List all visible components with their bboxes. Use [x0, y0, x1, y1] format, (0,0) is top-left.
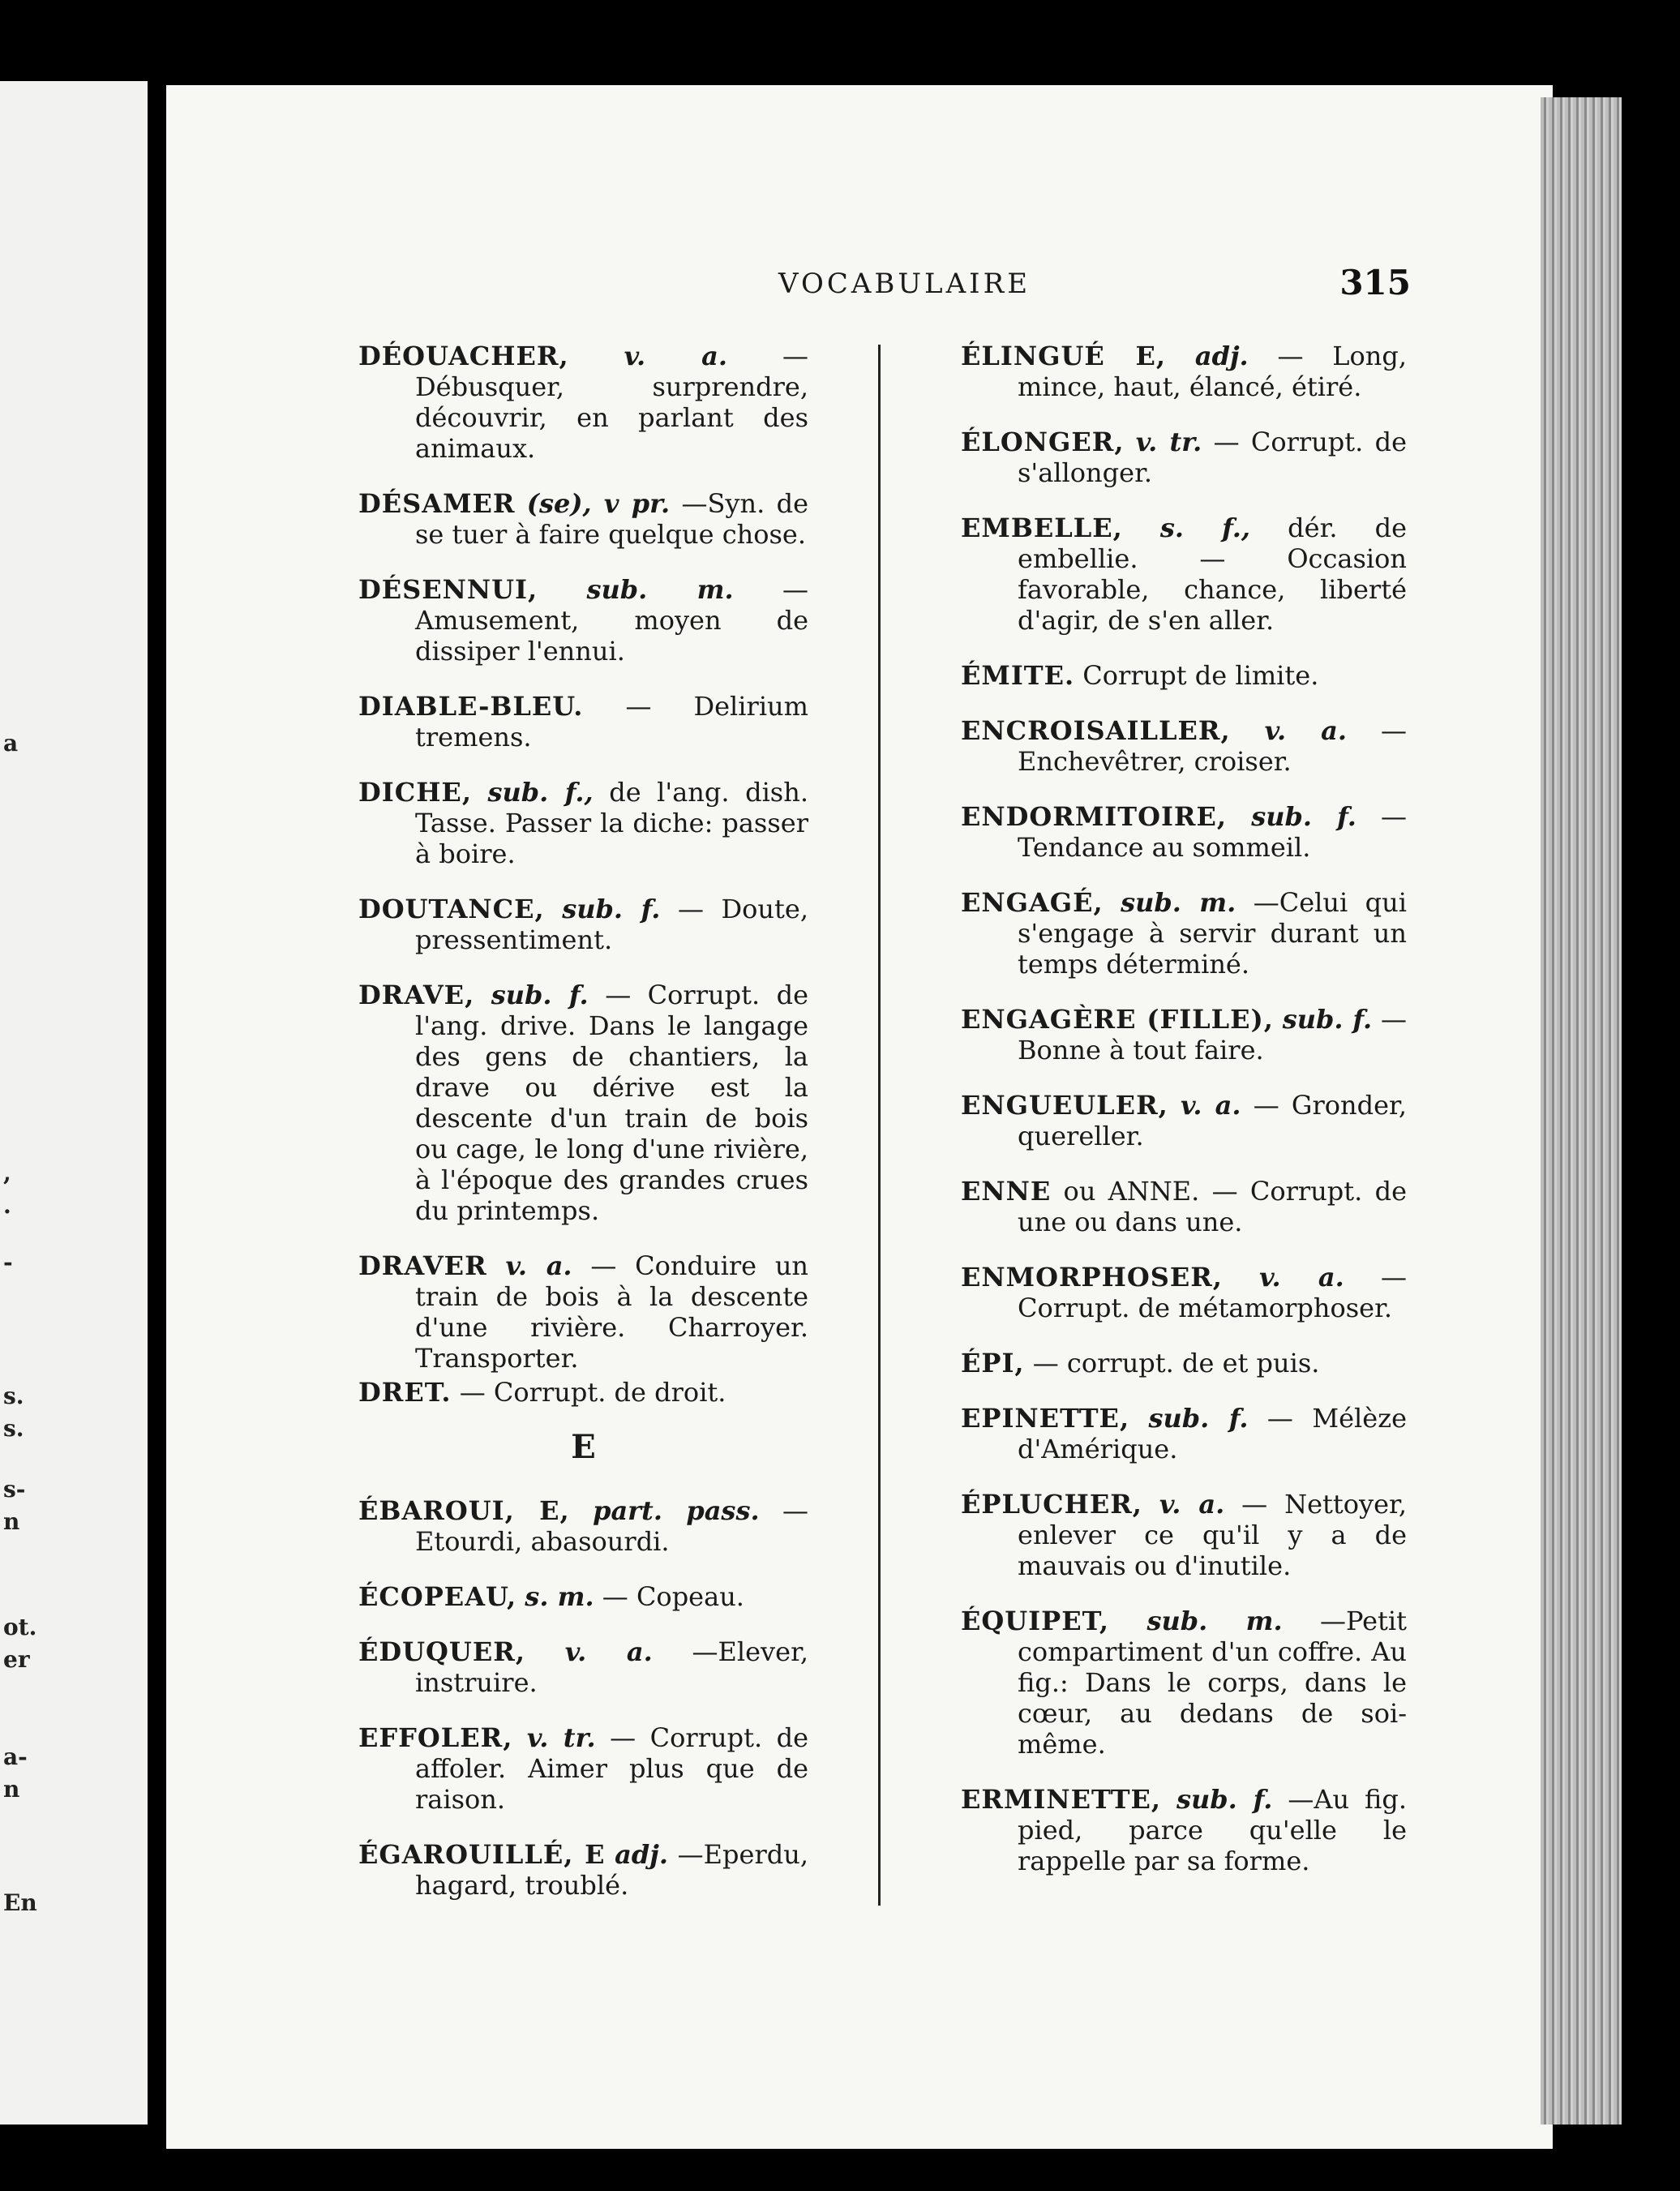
headword: DÉSAMER: [358, 488, 516, 519]
grammar-label: sub. f.: [1282, 1004, 1373, 1035]
dictionary-entry: [961, 1606, 1407, 1760]
dictionary-entry: [358, 341, 808, 464]
definition: —Au fig. pied, parce qu'elle le rappelle par sa forme.: [1018, 1784, 1408, 1876]
dictionary-entry: [961, 887, 1407, 980]
headword: DRET.: [358, 1377, 452, 1408]
grammar-label: sub. f.: [562, 894, 661, 924]
left-page-fragment: s-: [3, 1476, 26, 1503]
grammar-label: sub. m.: [1146, 1606, 1283, 1636]
headword: ENNE: [961, 1176, 1052, 1207]
left-page-fragment: En: [3, 1889, 37, 1916]
headword: DICHE,: [358, 777, 472, 808]
grammar-label: v. a.: [564, 1636, 653, 1667]
section-letter: E: [571, 1428, 596, 1466]
dictionary-entry: [961, 715, 1407, 777]
headword: ENMORPHOSER,: [961, 1262, 1223, 1293]
headword: DÉOUACHER,: [358, 341, 569, 371]
dictionary-entry: [358, 980, 808, 1226]
page-number: 315: [1339, 263, 1411, 302]
definition: Corrupt de limite.: [1082, 660, 1319, 691]
definition: — Gronder, quereller.: [1018, 1090, 1408, 1151]
running-header: [357, 263, 1411, 308]
left-page-margin: [0, 81, 148, 2125]
definition: — corrupt. de et puis.: [1032, 1348, 1320, 1378]
dictionary-entry: [961, 1004, 1407, 1065]
grammar-label: v. a.: [1180, 1090, 1241, 1121]
grammar-label: v. tr.: [526, 1722, 596, 1753]
definition: — Corrupt. de affoler. Aimer plus que de raison.: [415, 1722, 809, 1815]
dictionary-entry: [961, 1784, 1407, 1876]
headword: ÉLONGER,: [961, 427, 1125, 457]
headword: DRAVE,: [358, 980, 475, 1010]
definition: — Corrupt. de métamorphoser.: [1018, 1262, 1407, 1323]
definition: —Enchevêtrer, croiser.: [1018, 715, 1408, 777]
definition: — Bonne à tout faire.: [1018, 1004, 1407, 1065]
definition: — Tendance au sommeil.: [1018, 801, 1408, 863]
headword: ÉDUQUER,: [358, 1636, 525, 1667]
headword: ÉLINGUÉ E,: [961, 341, 1167, 371]
dictionary-entry: [961, 1176, 1407, 1237]
headword: ERMINETTE,: [961, 1784, 1162, 1815]
dictionary-entry: [358, 1250, 808, 1374]
definition: — Etourdi, abasourdi.: [415, 1495, 809, 1557]
left-column: [358, 341, 808, 1925]
definition: —Syn. de se tuer à faire quelque chose.: [415, 488, 809, 550]
definition: de l'ang. dish. Tasse. Passer la diche: passer à boire.: [415, 777, 808, 869]
grammar-label: part. pass.: [593, 1495, 760, 1526]
definition: —Eperdu, hagard, troublé.: [415, 1839, 809, 1901]
headword: ENDORMITOIRE,: [961, 801, 1228, 832]
definition: dér. de embellie. — Occasion favorable, chance, liberté d'agir, de s'en aller.: [1018, 512, 1408, 636]
grammar-label: adj.: [1194, 341, 1249, 371]
grammar-label: adj.: [615, 1839, 668, 1870]
dictionary-entry: [358, 1377, 808, 1408]
dictionary-entry: [961, 1090, 1407, 1151]
grammar-label: v. a.: [1264, 715, 1347, 746]
page-edge-stack: [1541, 97, 1622, 2125]
left-page-fragment: a: [3, 730, 19, 757]
grammar-label: sub. f.,: [487, 777, 594, 808]
grammar-label: v. a.: [1259, 1262, 1344, 1293]
headword: ENCROISAILLER,: [961, 715, 1231, 746]
definition: —Petit compartiment d'un coffre. Au fig.: Dans le corps, dans le cœur, au dedans de soi-même.: [1018, 1606, 1407, 1760]
definition: — Conduire un train de bois à la descente d'une rivière. Charroyer. Transporter.: [415, 1250, 809, 1374]
definition: — Mélèze d'Amérique.: [1018, 1403, 1408, 1464]
left-page-fragment: ,: [3, 1160, 11, 1186]
grammar-label: sub. f.: [491, 980, 589, 1010]
grammar-label: s. f.,: [1159, 512, 1251, 543]
dictionary-entry: [358, 894, 808, 955]
dictionary-entry: [358, 1722, 808, 1815]
dictionary-entry: [358, 777, 808, 869]
headword: DÉSENNUI,: [358, 574, 538, 605]
headword: DRAVER: [358, 1250, 487, 1281]
headword: ÉBAROUI, E,: [358, 1495, 570, 1526]
grammar-label: v. a.: [624, 341, 727, 371]
dictionary-entry: [961, 801, 1407, 863]
dictionary-entry: [358, 574, 808, 667]
left-page-fragment: a-: [3, 1743, 28, 1770]
grammar-label: sub. f.: [1251, 801, 1356, 832]
grammar-label: sub. m.: [1121, 887, 1236, 918]
left-page-fragment: n: [3, 1508, 20, 1535]
definition: — Doute, pressentiment.: [415, 894, 809, 955]
headword: ÉPLUCHER,: [961, 1489, 1142, 1520]
dictionary-entry: [961, 427, 1407, 488]
headword: EFFOLER,: [358, 1722, 513, 1753]
dictionary-entry: [358, 691, 808, 752]
running-title: VOCABULAIRE: [778, 268, 1031, 300]
headword: DIABLE-BLEU.: [358, 691, 584, 722]
headword: EMBELLE,: [961, 512, 1123, 543]
dictionary-entry: [358, 1839, 808, 1901]
definition: — Amusement, moyen de dissiper l'ennui.: [415, 574, 808, 667]
column-divider: [878, 345, 881, 1906]
dictionary-entry: [961, 1348, 1407, 1378]
grammar-label: (se), v pr.: [526, 488, 671, 519]
definition: —Elever, instruire.: [415, 1636, 809, 1698]
grammar-label: v. a.: [505, 1250, 572, 1281]
grammar-label: sub. f.: [1176, 1784, 1273, 1815]
left-page-fragment: ot.: [3, 1614, 37, 1640]
definition: — Long, mince, haut, élancé, étiré.: [1018, 341, 1408, 402]
headword: ENGUEULER,: [961, 1090, 1168, 1121]
headword: ENGAGÉ,: [961, 887, 1104, 918]
dictionary-entry: [358, 1495, 808, 1557]
dictionary-entry: [961, 1489, 1407, 1581]
definition: — Delirium tremens.: [415, 691, 809, 752]
dictionary-entry: [961, 1262, 1407, 1323]
dictionary-entry: [961, 1403, 1407, 1464]
dictionary-entry: [961, 660, 1407, 691]
headword: DOUTANCE,: [358, 894, 545, 924]
grammar-label: v. tr.: [1135, 427, 1202, 457]
headword: ÉGAROUILLÉ, E: [358, 1839, 606, 1870]
dictionary-entry: [358, 1636, 808, 1698]
headword: ÉPI,: [961, 1348, 1025, 1378]
dictionary-entry: [358, 488, 808, 550]
dictionary-entry: [961, 341, 1407, 402]
grammar-label: s. m.: [525, 1581, 594, 1612]
grammar-label: sub. m.: [586, 574, 734, 605]
headword: ENGAGÈRE (FILLE),: [961, 1004, 1274, 1035]
dictionary-entry: [961, 512, 1407, 636]
definition: — Corrupt. de l'ang. drive. Dans le langage des gens de chantiers, la drave ou dérive est la descente d'un train de bois ou cage, le long d'une rivière, à l'époque des grandes crues du printemps.: [415, 980, 809, 1226]
definition: — Débusquer, surprendre, découvrir, en parlant des animaux.: [415, 341, 808, 464]
grammar-label: sub. f.: [1148, 1403, 1249, 1434]
left-page-fragment: er: [3, 1646, 30, 1673]
left-page-fragment: s.: [3, 1383, 24, 1409]
grammar-label: v. a.: [1159, 1489, 1225, 1520]
dictionary-entry: [358, 1581, 808, 1612]
definition: ou ANNE. — Corrupt. de une ou dans une.: [1018, 1176, 1408, 1237]
right-column: [961, 341, 1407, 1901]
definition: — Nettoyer, enlever ce qu'il y a de mauvais ou d'inutile.: [1018, 1489, 1407, 1581]
headword: EPINETTE,: [961, 1403, 1130, 1434]
definition: — Copeau.: [602, 1581, 744, 1612]
headword: ÉQUIPET,: [961, 1606, 1110, 1636]
left-page-fragment: n: [3, 1776, 20, 1803]
left-page-fragment: .: [3, 1192, 11, 1219]
definition: — Corrupt. de s'allonger.: [1018, 427, 1408, 488]
definition: —Celui qui s'engage à servir durant un temps déterminé.: [1018, 887, 1407, 980]
definition: — Corrupt. de droit.: [459, 1377, 726, 1408]
left-page-fragment: -: [3, 1249, 13, 1276]
headword: ÉMITE.: [961, 660, 1075, 691]
headword: ÉCOPEAU,: [358, 1581, 517, 1612]
left-page-fragment: s.: [3, 1415, 24, 1442]
